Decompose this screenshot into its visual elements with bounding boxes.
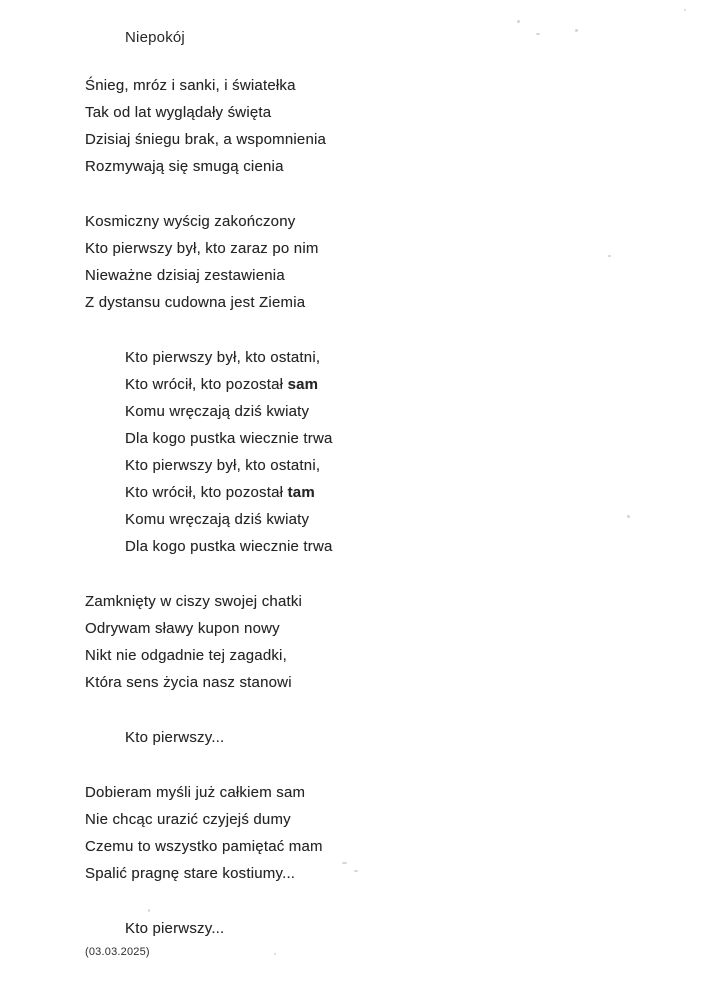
poem-stanza xyxy=(85,344,645,560)
poem-line: Czemu to wszystko pamiętać mam xyxy=(85,838,323,855)
poem-title: Niepokój xyxy=(125,29,185,46)
poem-stanza xyxy=(85,724,645,751)
poem-stanza xyxy=(85,588,645,696)
poem-line: Kto pierwszy był, kto ostatni, xyxy=(125,349,321,366)
poem-line: Dla kogo pustka wiecznie trwa xyxy=(125,538,333,555)
poem-line: Dzisiaj śniegu brak, a wspomnienia xyxy=(85,131,327,148)
poem-line: Nikt nie odgadnie tej zagadki, xyxy=(85,647,287,664)
poem-line: Kosmiczny wyścig zakończony xyxy=(85,213,296,230)
poem-stanzas xyxy=(85,72,645,942)
scan-speck xyxy=(517,20,520,23)
poem-line: Kto pierwszy... xyxy=(125,729,225,746)
poem-line: Która sens życia nasz stanowi xyxy=(85,674,292,691)
poem-stanza xyxy=(85,779,645,887)
bold-word: tam xyxy=(287,484,315,501)
poem-stanza xyxy=(85,208,645,316)
poem-line: Komu wręczają dziś kwiaty xyxy=(125,403,310,420)
poem-line: Nieważne dzisiaj zestawienia xyxy=(85,267,285,284)
poem-line: Tak od lat wyglądały święta xyxy=(85,104,272,121)
poem-line: Kto pierwszy... xyxy=(125,920,225,937)
poem-stanza xyxy=(85,915,645,942)
poem-line: Rozmywają się smugą cienia xyxy=(85,158,284,175)
scan-speck xyxy=(684,9,686,11)
poem-line: Dla kogo pustka wiecznie trwa xyxy=(125,430,333,447)
poem-line: Kto pierwszy był, kto zaraz po nim xyxy=(85,240,319,257)
poem-line: Komu wręczają dziś kwiaty xyxy=(125,511,310,528)
poem-line: Spalić pragnę stare kostiumy... xyxy=(85,865,296,882)
poem-date: (03.03.2025) xyxy=(85,946,150,958)
poem-body xyxy=(85,24,645,959)
poem-line: Kto wrócił, kto pozostał tam xyxy=(125,484,315,501)
bold-word: sam xyxy=(287,376,319,393)
poem-line: Zamknięty w ciszy swojej chatki xyxy=(85,593,303,610)
poem-line: Nie chcąc urazić czyjejś dumy xyxy=(85,811,291,828)
poem-line: Dobieram myśli już całkiem sam xyxy=(85,784,306,801)
poem-line: Odrywam sławy kupon nowy xyxy=(85,620,280,637)
poem-line: Kto wrócił, kto pozostał sam xyxy=(125,376,319,393)
poem-line: Kto pierwszy był, kto ostatni, xyxy=(125,457,321,474)
poem-line: Z dystansu cudowna jest Ziemia xyxy=(85,294,306,311)
poem-stanza xyxy=(85,72,645,180)
poem-line: Śnieg, mróz i sanki, i światełka xyxy=(85,77,296,94)
